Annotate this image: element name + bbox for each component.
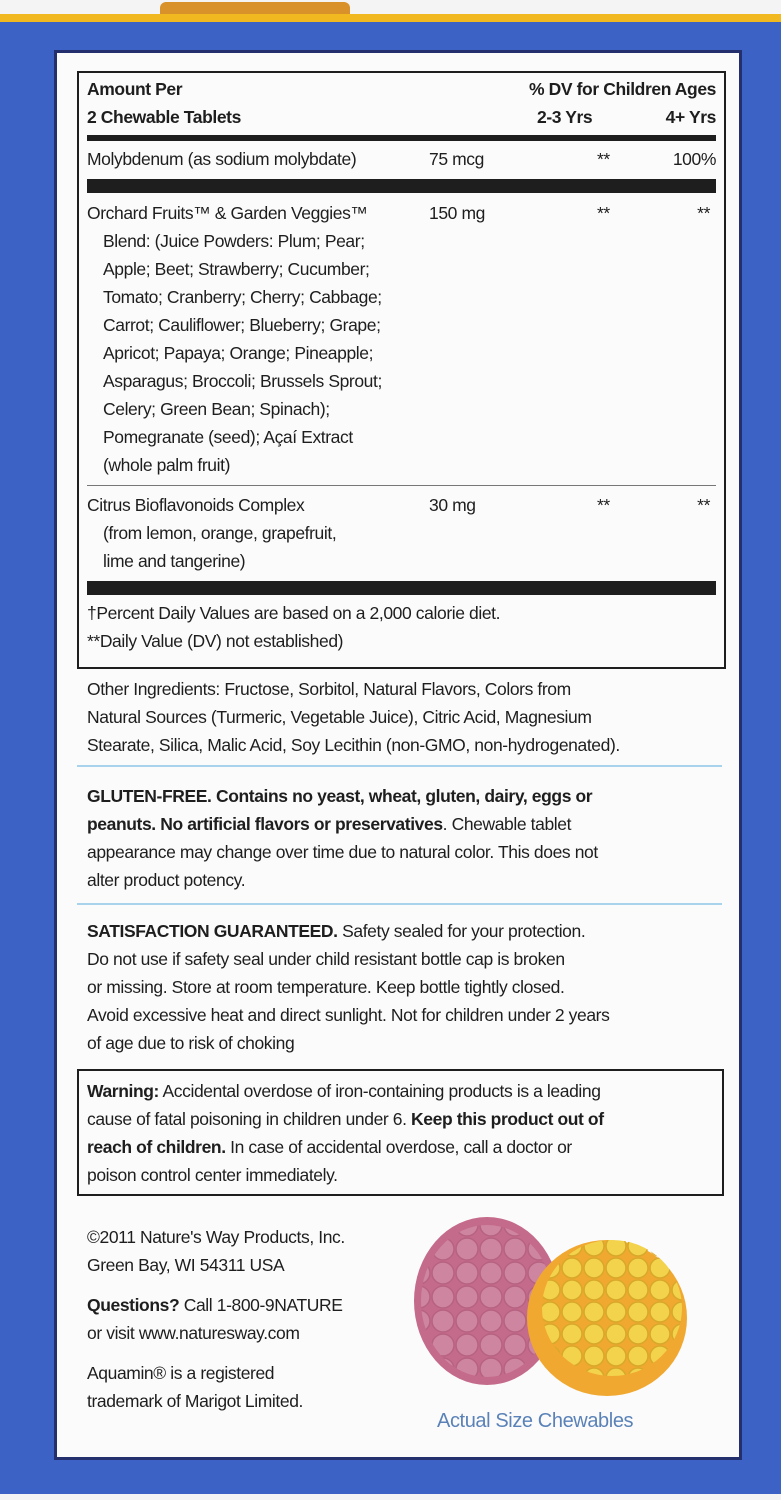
other-ingredients: Natural Sources (Turmeric, Vegetable Juice), Citric Acid, Magnesium <box>87 707 592 727</box>
satisfaction-line: Avoid excessive heat and direct sunlight. Not for children under 2 years <box>87 1005 610 1025</box>
nutrient-dv1: ** <box>597 495 610 515</box>
gluten-bold: peanuts. No artificial flavors or preservatives <box>87 814 443 834</box>
serving-size: 2 Chewable Tablets <box>87 107 241 127</box>
satisfaction-line: or missing. Store at room temperature. Keep bottle tightly closed. <box>87 977 565 997</box>
blend-line: Asparagus; Broccoli; Brussels Sprout; <box>103 371 382 391</box>
blend-line: Apple; Beet; Strawberry; Cucumber; <box>103 259 370 279</box>
warning-text: In case of accidental overdose, call a doctor or <box>225 1137 572 1157</box>
nutrient-dv2: ** <box>697 495 710 515</box>
nutrient-name: Citrus Bioflavonoids Complex <box>87 495 305 515</box>
satisfaction-line: of age due to risk of choking <box>87 1033 295 1053</box>
warning-line <box>87 1105 604 1133</box>
warning-bold: reach of children. <box>87 1137 226 1157</box>
copyright: ©2011 Nature's Way Products, Inc. <box>87 1227 345 1247</box>
nutrient-amount: 30 mg <box>429 495 476 515</box>
nutrient-name: Molybdenum (as sodium molybdate) <box>87 149 357 169</box>
blend-line: Blend: (Juice Powders: Plum; Pear; <box>103 231 365 251</box>
questions-line <box>87 1291 343 1319</box>
warning-line: poison control center immediately. <box>87 1165 338 1185</box>
divider-line <box>87 485 716 486</box>
warning-box <box>77 1069 724 1196</box>
other-ingredients: Other Ingredients: Fructose, Sorbitol, Natural Flavors, Colors from <box>87 679 571 699</box>
nutrient-dv2: 100% <box>672 149 716 169</box>
satisfaction-heading: SATISFACTION GUARANTEED. <box>87 921 338 941</box>
satisfaction-line: Do not use if safety seal under child resistant bottle cap is broken <box>87 949 565 969</box>
satisfaction-text: Safety sealed for your protection. <box>337 921 586 941</box>
trademark: trademark of Marigot Limited. <box>87 1391 303 1411</box>
nutrient-dv1: ** <box>597 149 610 169</box>
gluten-free-statement: GLUTEN-FREE. Contains no yeast, wheat, gluten, dairy, eggs or <box>87 786 593 806</box>
nutrient-detail: (from lemon, orange, grapefruit, <box>103 523 337 543</box>
label-panel <box>54 50 742 1460</box>
warning-text: Accidental overdose of iron-containing products is a leading <box>158 1081 601 1101</box>
nutrient-dv1: ** <box>597 203 610 223</box>
divider-bar <box>87 179 716 193</box>
nutrient-dv2: ** <box>697 203 710 223</box>
blend-line: Celery; Green Bean; Spinach); <box>103 399 330 419</box>
gluten-line: appearance may change over time due to natural color. This does not <box>87 842 598 862</box>
amount-per-label: Amount Per <box>87 79 183 99</box>
gluten-line: alter product potency. <box>87 870 246 890</box>
section-divider <box>77 765 722 767</box>
questions-label: Questions? <box>87 1295 180 1315</box>
dv-header: % DV for Children Ages <box>529 79 716 99</box>
satisfaction-line-1 <box>87 917 585 945</box>
gluten-line-2 <box>87 810 571 838</box>
trademark: Aquamin® is a registered <box>87 1363 275 1383</box>
blend-line: Pomegranate (seed); Açaí Extract <box>103 427 353 447</box>
warning-bold: Keep this product out of <box>411 1109 604 1129</box>
warning-line <box>87 1077 601 1105</box>
blend-line: Carrot; Cauliflower; Blueberry; Grape; <box>103 315 381 335</box>
footnote: **Daily Value (DV) not established) <box>87 631 344 651</box>
warning-label: Warning: <box>87 1081 159 1101</box>
blend-line: Apricot; Papaya; Orange; Pineapple; <box>103 343 374 363</box>
nutrient-detail: lime and tangerine) <box>103 551 246 571</box>
phone: Call 1-800-9NATURE <box>179 1295 343 1315</box>
gluten-rest: . Chewable tablet <box>442 814 572 834</box>
address: Green Bay, WI 54311 USA <box>87 1255 285 1275</box>
warning-line <box>87 1133 572 1161</box>
warning-text: cause of fatal poisoning in children under 6. <box>87 1109 412 1129</box>
tablet-caption: Actual Size Chewables <box>437 1410 634 1432</box>
footnote: †Percent Daily Values are based on a 2,000 calorie diet. <box>87 603 501 623</box>
col-2-3-yrs: 2-3 Yrs <box>537 107 593 127</box>
website: or visit www.naturesway.com <box>87 1323 300 1343</box>
other-ingredients: Stearate, Silica, Malic Acid, Soy Lecithin (non-GMO, non-hydrogenated). <box>87 735 620 755</box>
blend-line: Tomato; Cranberry; Cherry; Cabbage; <box>103 287 382 307</box>
col-4-yrs: 4+ Yrs <box>665 107 716 127</box>
section-divider <box>77 903 722 905</box>
nutrient-amount: 150 mg <box>429 203 485 223</box>
chewable-tablets-image <box>407 1213 707 1413</box>
divider-bar <box>87 135 716 141</box>
nutrient-name: Orchard Fruits™ & Garden Veggies™ <box>87 203 368 223</box>
supplement-facts-table <box>77 71 726 669</box>
nutrient-amount: 75 mcg <box>429 149 484 169</box>
blend-line: (whole palm fruit) <box>103 455 231 475</box>
divider-bar <box>87 581 716 595</box>
